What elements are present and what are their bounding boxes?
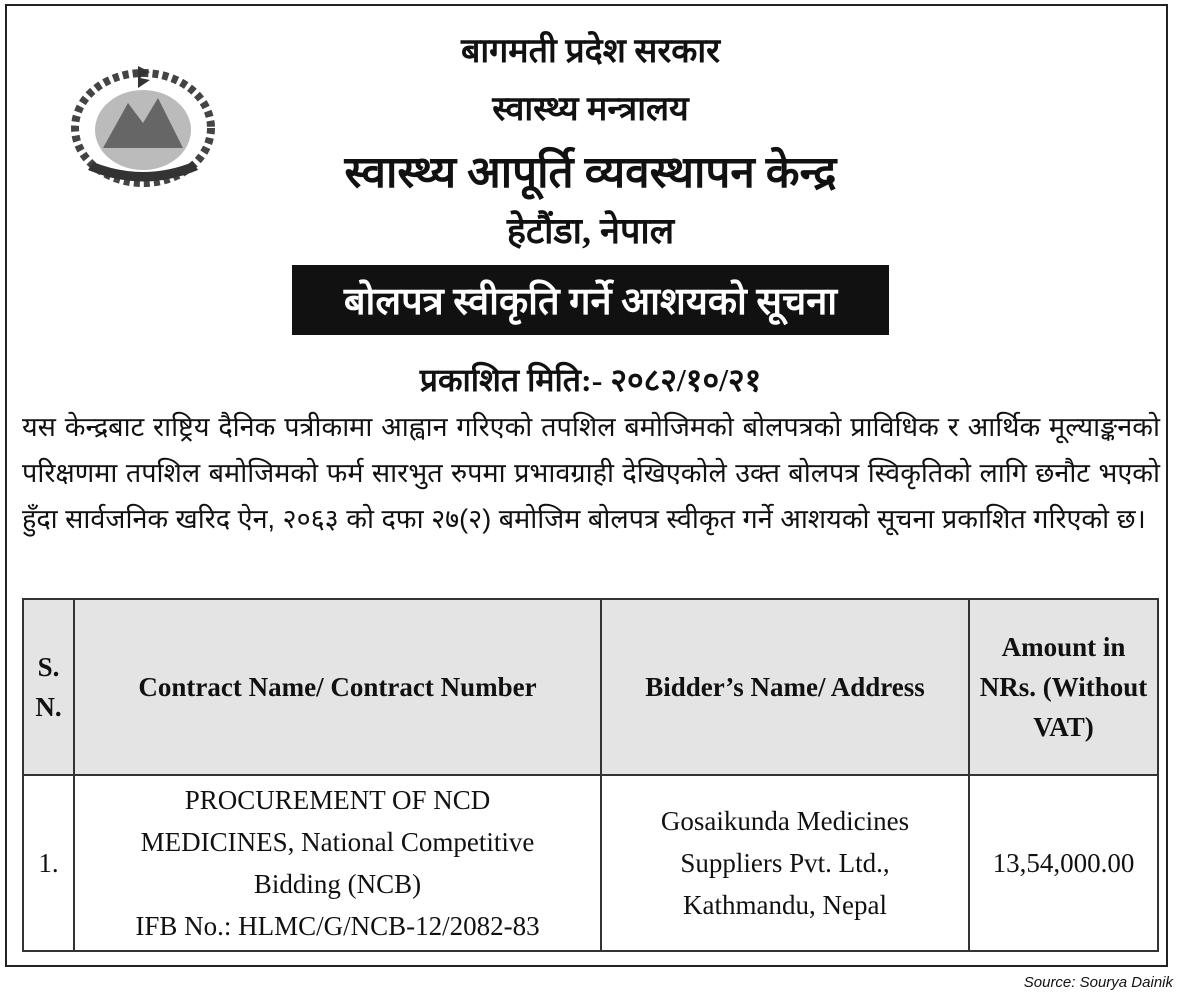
- header-sn: S. N.: [23, 599, 74, 775]
- notice-body: यस केन्द्रबाट राष्ट्रिय दैनिक पत्रीकामा आह्वान गरिएको तपशिल बमोजिमको बोलपत्रको प्राविधिक र आर्थिक मूल्याङ्कनको परिक्षणमा तपशिल बमोजिमको फर्म सारभुत रुपमा प्रभावग्राही देखिएकोले उक्त बोलपत्र स्विकृतिको लागि छनौट भएको हुँदा सार्वजनिक खरिद ऐन, २०६३ को दफा २७(२) बमोजिम बोलपत्र स्वीकृत गर्ने आशयको सूचना प्रकाशित गरिएको छ।: [22, 412, 1160, 534]
- cell-bidder: [601, 775, 969, 951]
- header-province: बागमती प्रदेश सरकार: [460, 33, 721, 70]
- table-header-row: [23, 599, 1158, 775]
- header-contract: Contract Name/ Contract Number: [74, 599, 601, 775]
- published-date: प्रकाशित मिति:- २०८२/१०/२१: [419, 362, 762, 398]
- bidder-line: Gosaikunda Medicines: [660, 806, 910, 836]
- header-bidder: Bidder’s Name/ Address: [601, 599, 969, 775]
- notice-title: बोलपत्र स्वीकृति गर्ने आशयको सूचना: [292, 265, 889, 335]
- header-amount: Amount in NRs. (Without VAT): [969, 599, 1158, 775]
- cell-sn: 1.: [23, 775, 74, 951]
- table-row: [23, 775, 1158, 951]
- bidder-line: Suppliers Pvt. Ltd.,: [680, 848, 890, 878]
- contract-line: PROCUREMENT OF NCD: [184, 785, 491, 815]
- source-credit: Source: Sourya Dainik: [1023, 974, 1173, 991]
- contract-line: IFB No.: HLMC/G/NCB-12/2082-83: [135, 911, 540, 941]
- header-location: हेटौंडा, नेपाल: [506, 211, 675, 251]
- header-ministry: स्वास्थ्य मन्त्रालय: [492, 91, 689, 128]
- bidder-line: Kathmandu, Nepal: [683, 890, 887, 920]
- cell-amount: 13,54,000.00: [969, 775, 1158, 951]
- contract-line: MEDICINES, National Competitive: [140, 827, 535, 857]
- cell-contract: [74, 775, 601, 951]
- award-table: [22, 598, 1159, 952]
- contract-line: Bidding (NCB): [253, 869, 422, 899]
- header-centre: स्वास्थ्य आपूर्ति व्यवस्थापन केन्द्र: [344, 148, 837, 197]
